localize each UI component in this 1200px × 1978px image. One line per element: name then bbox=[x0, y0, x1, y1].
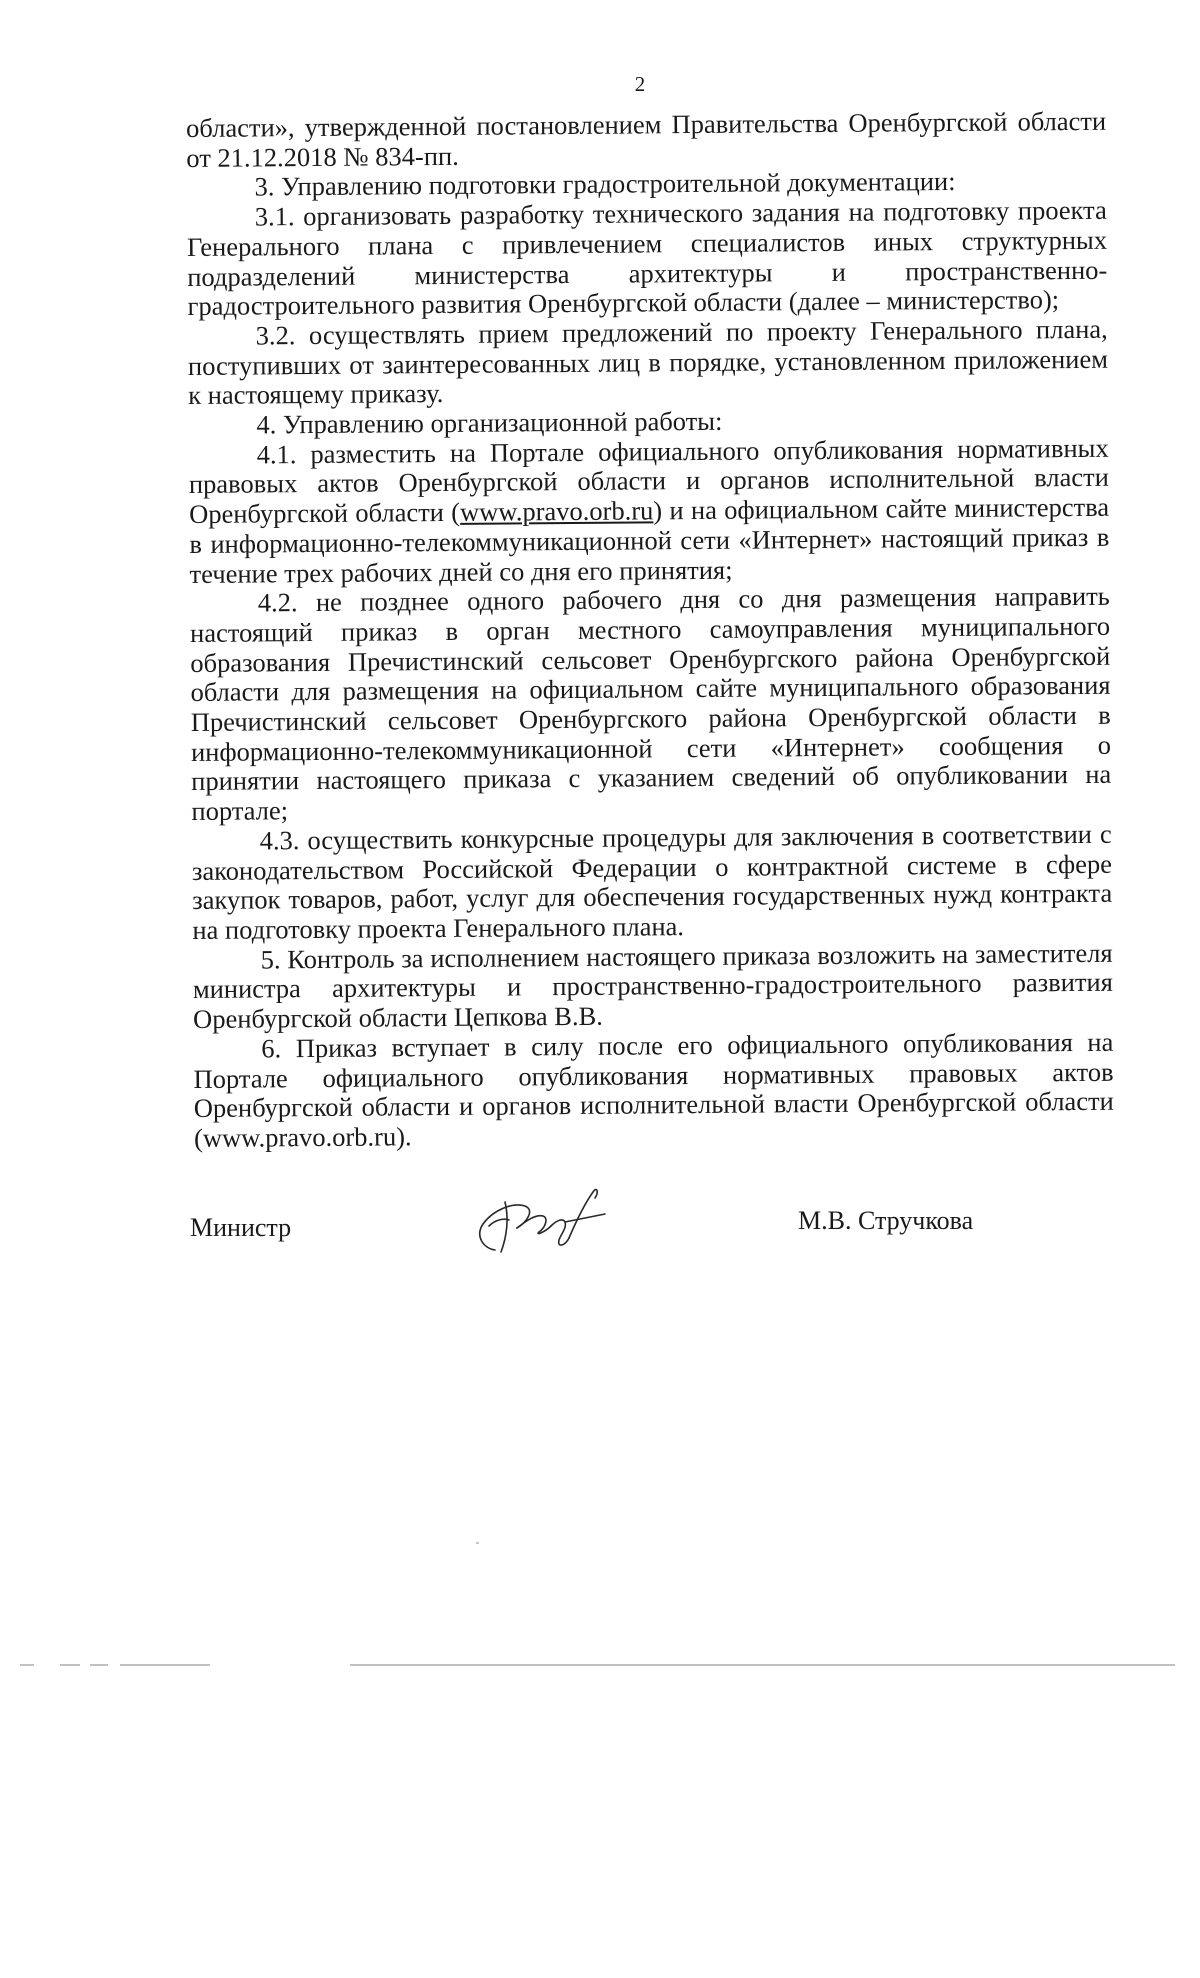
document-body bbox=[186, 107, 1114, 1154]
paragraph-continuation: области», утвержденной постановлением Правительства Оренбургской области от 21.12.2018 № 834-пп. bbox=[185, 105, 1107, 173]
paragraph-item-4-1-text-end: ) и на официальном сайте министерства в информационно-телекоммуникационной сети «Интернет» настоящий приказ в течение трех рабочих дней со дня его принятия; bbox=[189, 491, 1110, 589]
handwritten-signature bbox=[465, 1162, 615, 1272]
paragraph-item-4-2: 4.2. не позднее одного рабочего дня со дня размещения направить настоящий приказ в орган местного самоуправления муниципального образования Пречистинский сельсовет Оренбургского района Оренбургской области для размещения на официальном сайте муниципального образования Пречистинский сельсовет Оренбургского района Оренбургской области в информационно-телекоммуникационной сети «Интернет» сообщения о принятии настоящего приказа с указанием сведений об опубликовании на портале; bbox=[189, 581, 1112, 827]
signature-block bbox=[0, 1200, 1200, 1310]
signer-name: М.В. Стручкова bbox=[798, 1206, 974, 1235]
page-number: 2 bbox=[634, 72, 646, 96]
paragraph-item-6: 6. Приказ вступает в силу после его официального опубликования на Портале официального опубликования нормативных правовых актов Оренбургской области и органов исполнительной власти Оренбургской области (www.pravo.orb.ru). bbox=[193, 1026, 1114, 1153]
paragraph-item-3-1: 3.1. организовать разработку технического задания на подготовку проекта Генерального плана с привлечением специалистов иных структурных подразделений министерства архитектуры и пространственно-градостроительного развития Оренбургской области (далее – министерство); bbox=[186, 194, 1108, 322]
paragraph-item-4-1 bbox=[189, 433, 1110, 589]
scan-speck bbox=[476, 1542, 479, 1544]
paragraph-item-4: 4. Управлению организационной работы: bbox=[256, 405, 723, 440]
pravo-portal-link[interactable]: www.pravo.orb.ru bbox=[459, 495, 654, 527]
scan-edge-line bbox=[20, 1663, 1180, 1667]
paragraph-item-4-3: 4.3. осуществить конкурсные процедуры для заключения в соответствии с законодательством Российской Федерации о контрактной системе в сфере закупок товаров, работ, услуг для обеспечения государственных нужд контракта на подготовку проекта Генерального плана. bbox=[191, 818, 1113, 945]
paragraph-item-5: 5. Контроль за исполнением настоящего приказа возложить на заместителя министра архитектуры и пространственно-градостроительного развития Оренбургской области Цепкова В.В. bbox=[192, 937, 1113, 1035]
paragraph-item-4-1-text-start: 4.1. разместить на Портале официального опубликования нормативных правовых актов Оренбургской области и органов исполнительной власти Оренбургской области ( bbox=[188, 432, 1109, 530]
signer-title: Министр bbox=[190, 1213, 292, 1242]
paragraph-item-3-2: 3.2. осуществлять прием предложений по проекту Генерального плана, поступивших от заинтересованных лиц в порядке, установленном приложением к настоящему приказу. bbox=[187, 313, 1109, 411]
paragraph-item-3: 3. Управлению подготовки градостроительной документации: bbox=[254, 166, 956, 202]
